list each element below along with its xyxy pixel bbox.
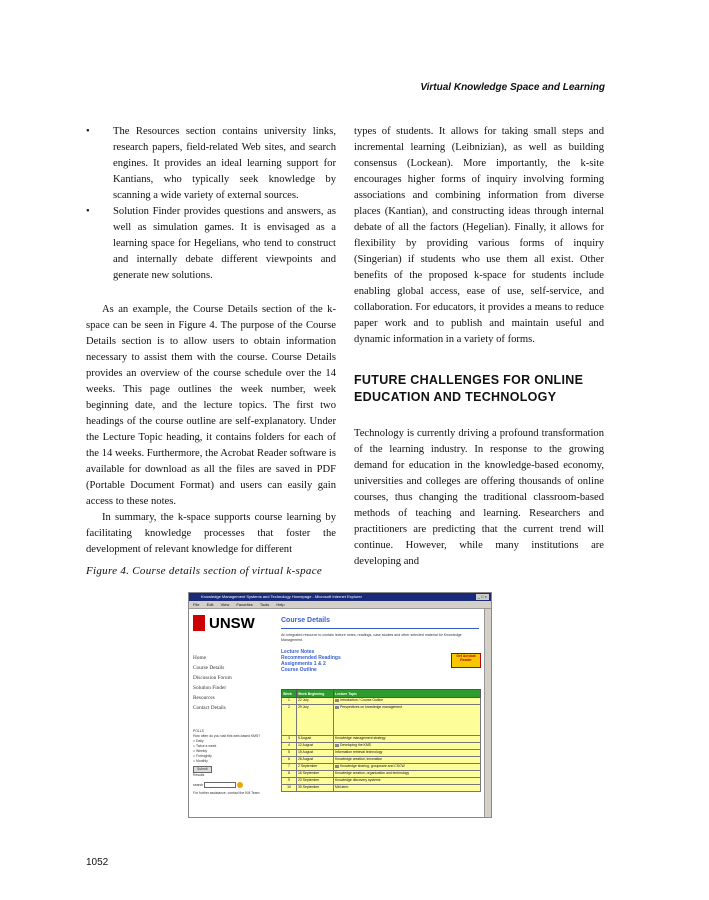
menu-help: Help [276, 602, 285, 607]
search-row [193, 782, 275, 788]
page-number: 1052 [86, 857, 109, 868]
col-week: Week [282, 690, 297, 698]
table-row: 1 22 July Introduction / Course Outline [282, 698, 481, 705]
nav-solution-finder: Solution Finder [193, 685, 227, 691]
search-note: For further assistance, contact the KM Team [193, 791, 260, 795]
menu-view: View [220, 602, 230, 607]
poll-option: □ Weekly [193, 749, 208, 753]
bullet-symbol: • [86, 206, 90, 217]
polls-panel [193, 729, 275, 796]
window-titlebar [189, 593, 491, 601]
nav-contact-details: Contact Details [193, 705, 226, 711]
poll-submit-button: Submit [193, 766, 212, 773]
menu-bar [189, 601, 491, 609]
bullet-list [86, 124, 336, 284]
section-heading: FUTURE CHALLENGES FOR ONLINE EDUCATION AND TECHNOLOGY [354, 373, 584, 404]
right-column [354, 124, 604, 570]
nav-course-details: Course Details [193, 665, 225, 671]
window-title: Knowledge Management Systems and Technology Homepage - Microsoft Internet Explorer [201, 594, 362, 599]
poll-option: □ Daily [193, 739, 204, 743]
page-description: An integrated resource to contain lecture notes, readings, case studies and other selected material for Knowledge Management. [281, 633, 462, 642]
left-column [86, 124, 336, 558]
vertical-scrollbar [484, 609, 491, 817]
poll-option: □ Monthly [193, 759, 208, 763]
running-header: Virtual Knowledge Space and Learning [420, 82, 605, 93]
poll-results-link: Results [193, 773, 205, 777]
menu-tools: Tools [259, 602, 270, 607]
link-lecture-notes: Lecture Notes [281, 649, 315, 655]
table-row: 3 5 August Knowledge management strategy [282, 736, 481, 743]
poll-option: □ Fortnightly [193, 754, 212, 758]
link-course-outline: Course Outline [281, 667, 317, 673]
table-row: 8 16 September Knowledge creation, organization and technology [282, 771, 481, 778]
search-input [204, 782, 236, 788]
menu-favorites: Favorites [236, 602, 253, 607]
title-divider [281, 628, 479, 629]
table-header-row [282, 690, 481, 698]
window-controls: _ □ × [477, 594, 487, 599]
site-nav [193, 653, 232, 713]
body-paragraph: In summary, the k-space supports course learning by facilitating knowledge processes that foster the development of relevant knowledge for different [86, 512, 336, 555]
bullet-item [86, 204, 336, 284]
polls-title: POLLS [193, 729, 204, 733]
table-row: 2 29 July Perspectives on knowledge management [282, 705, 481, 736]
menu-edit: Edit [206, 602, 214, 607]
folder-icon [335, 744, 339, 747]
polls-question: How often do you visit this web-based KMS? [193, 734, 261, 738]
acrobat-reader-badge: Get Acrobat Reader [451, 653, 481, 668]
unsw-logo: UNSW [209, 615, 255, 632]
folder-icon [335, 699, 339, 702]
bullet-text: Solution Finder provides questions and answers, as well as simulation games. It is envisaged as a learning space for Hegelians, who tend to construct and internally debate different viewpoints and generate new solutions. [113, 206, 336, 281]
unsw-crest-icon [193, 615, 205, 631]
bullet-text: The Resources section contains university links, research papers, field-related Web sites, and search engines. It provides an ideal learning support for Kantians, who typically seek knowledge by scanning a wide variety of external sources. [113, 126, 336, 201]
table-row: 6 26 August Knowledge creation, innovation [282, 757, 481, 764]
table-row: 5 19 August Information retrieval technology [282, 750, 481, 757]
course-links [281, 649, 341, 673]
body-paragraph: types of students. It allows for taking small steps and incremental learning (Leibnizian), as well as building consensus (Lockean). More importantly, the k-site encourages higher forms of inquiry involving forming associations and combining information from diverse places (Kantian), and constructing ideas through internal debate of all the factors (Hegelian). Finally, it allows for flexibility by providing various forms of inquiry (Singerian) if students who use them all exist. Other benefits of the proposed k-space for students include enabling global access, ease of use, self-service, and collaboration. For educators, it provides a means to reduce paper work and to publish and maintain useful and dynamic information in a variety of forms. [354, 126, 604, 345]
col-week-beginning: Week Beginning [297, 690, 334, 698]
table-row: 7 2 September Knowledge sharing, groupware and CSCW [282, 764, 481, 771]
go-icon [237, 782, 243, 788]
figure-caption: Figure 4. Course details section of virtual k-space [86, 565, 323, 577]
col-lecture-topic: Lecture Topic [334, 690, 481, 698]
bullet-symbol: • [86, 126, 90, 137]
table-row: 9 23 September Knowledge discovery systems [282, 778, 481, 785]
folder-icon [335, 765, 339, 768]
poll-option: □ Twice a week [193, 744, 217, 748]
browser-content [189, 609, 485, 817]
table-row: 10 30 September Mid-term [282, 785, 481, 792]
menu-file: File [193, 602, 200, 607]
search-label: search [193, 782, 204, 787]
folder-icon [335, 706, 339, 709]
bullet-item [86, 124, 336, 204]
nav-resources: Resources [193, 695, 215, 701]
nav-home: Home [193, 655, 206, 661]
body-paragraph: Technology is currently driving a profound transformation of the learning industry. In response to the growing demand for education in the knowledge-based economy, universities and colleges are offering thousands of online courses, thus changing the traditional classroom-based methods of teaching and learning. Researchers and practitioners are predicting that the current trend will continue. However, while many institutions are developing and [354, 428, 604, 567]
figure-screenshot [188, 592, 492, 818]
page-title: Course Details [281, 617, 331, 624]
link-assignments: Assignments 1 & 2 [281, 661, 326, 667]
link-readings: Recommended Readings [281, 655, 341, 661]
nav-discussion-forum: Discussion Forum [193, 675, 232, 681]
body-paragraph: As an example, the Course Details section of the k-space can be seen in Figure 4. The purpose of the Course Details section is to allow users to obtain information necessary to assist them with the course. Course Details provides an overview of the course schedule over the 14 weeks. This page outlines the week number, week beginning date, and the lecture topics. The first two headings of the course outline are self-explanatory. Under the Lecture Topic heading, it contains folders for each of the 14 weeks. Furthermore, the Acrobat Reader software is available for download as all the files are saved in PDF (Portable Document Format) and users can easily gain access to these notes. [86, 304, 336, 507]
schedule-table [281, 689, 481, 792]
table-row: 4 12 August Developing the KMS [282, 743, 481, 750]
